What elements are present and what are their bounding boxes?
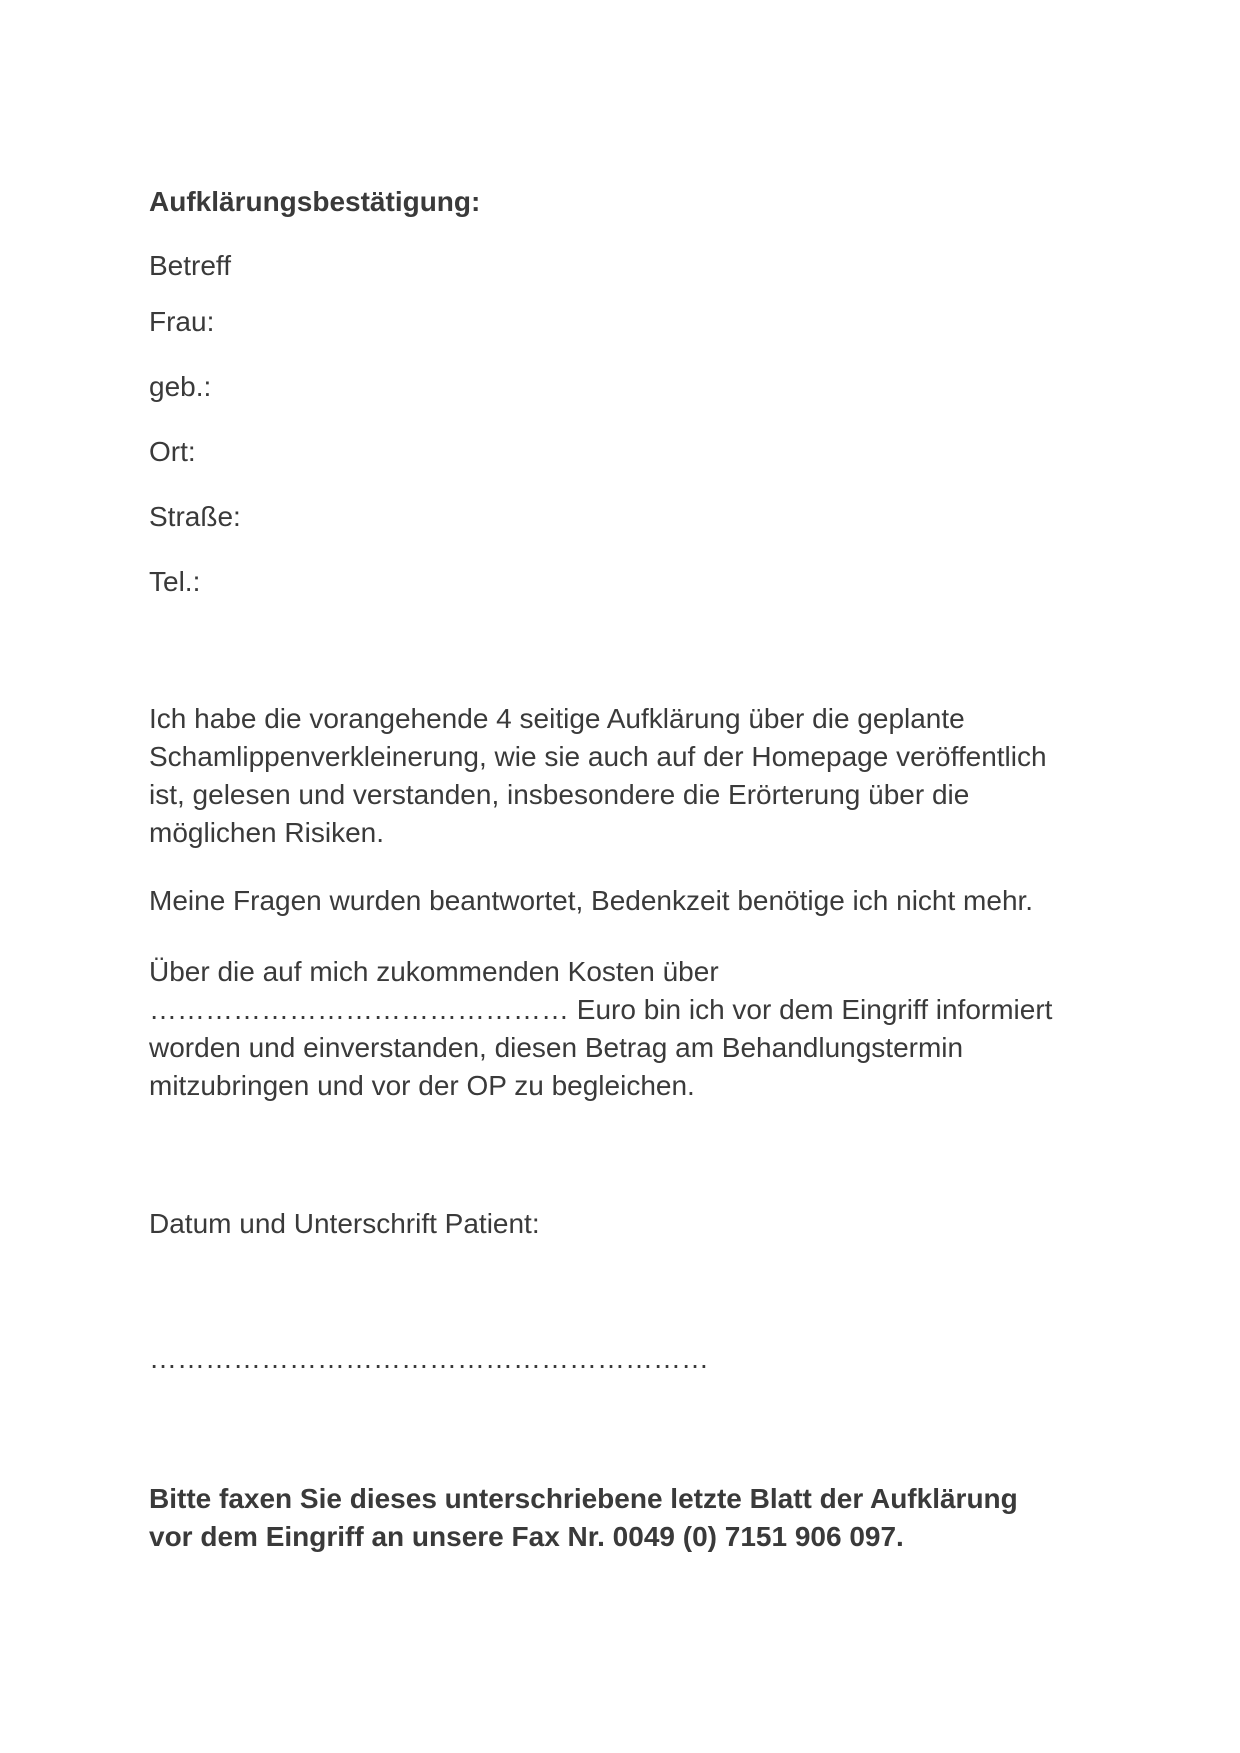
field-frau-label: Frau: [149, 306, 215, 337]
paragraph-line: Schamlippenverkleinerung, wie sie auch auf der Homepage veröffentlich [149, 741, 1047, 772]
paragraph-line: möglichen Risiken. [149, 817, 384, 848]
paragraph-line: worden und einverstanden, diesen Betrag am Behandlungstermin [149, 1032, 964, 1063]
document-title: Aufklärungsbestätigung: [149, 186, 481, 217]
subject-label: Betreff [149, 250, 231, 281]
paragraph-line: ist, gelesen und verstanden, insbesondere die Erörterung über die [149, 779, 970, 810]
fax-note-line: Bitte faxen Sie dieses unterschriebene letzte Blatt der Aufklärung [149, 1483, 1018, 1514]
signature-label: Datum und Unterschrift Patient: [149, 1208, 540, 1239]
field-geb-label: geb.: [149, 371, 212, 402]
paragraph-line: Ich habe die vorangehende 4 seitige Aufklärung über die geplante [149, 703, 965, 734]
paragraph-line: ……………………………………… Euro bin ich vor dem Eingriff informiert [149, 994, 1053, 1025]
fax-note [149, 1480, 1149, 1556]
field-tel-label: Tel.: [149, 566, 201, 597]
signature-line: …………………………………………………… [149, 1343, 709, 1374]
paragraph-line: Über die auf mich zukommenden Kosten über [149, 956, 719, 987]
costs-paragraph [149, 953, 1149, 1105]
paragraph-line: mitzubringen und vor der OP zu begleichen. [149, 1070, 695, 1101]
field-strasse-label: Straße: [149, 501, 241, 532]
questions-paragraph: Meine Fragen wurden beantwortet, Bedenkzeit benötige ich nicht mehr. [149, 885, 1034, 916]
fax-note-line: vor dem Eingriff an unsere Fax Nr. 0049 (0) 7151 906 097. [149, 1521, 904, 1552]
confirmation-paragraph [149, 700, 1149, 852]
field-ort-label: Ort: [149, 436, 196, 467]
